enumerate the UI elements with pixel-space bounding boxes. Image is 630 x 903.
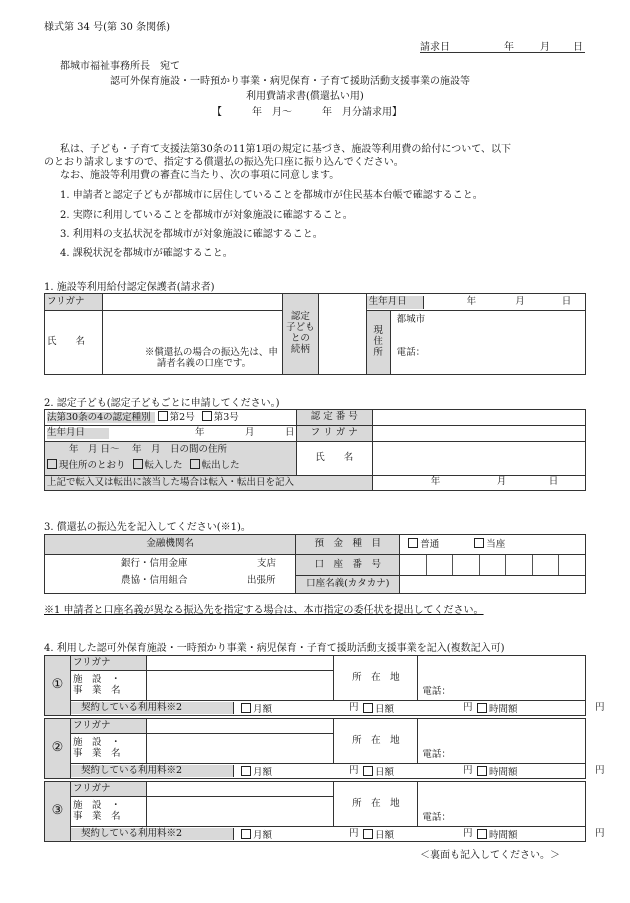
- guardian-dob-label: 生年月日: [367, 296, 424, 309]
- title-line-1: 認可外保育施設・一時預かり事業・病児保育・子育て援助活動支援事業の施設等: [110, 76, 470, 87]
- bank-header: 金融機関名: [45, 535, 296, 555]
- facility-location-input[interactable]: [418, 656, 586, 701]
- section3-heading: 3. 償還払の振込先を記入してください(※1)。: [44, 522, 251, 533]
- cert-number-input[interactable]: [372, 410, 585, 426]
- intro-line-3: なお、施設等利用費の審査に当たり、次の事項に同意します。: [60, 170, 340, 181]
- facility-marker: ①: [45, 656, 71, 716]
- facility-furigana-label: フリガナ: [70, 719, 146, 734]
- child-dob-day: 日: [285, 427, 295, 439]
- branch-type-2: 出張所: [247, 575, 276, 586]
- intro-line-2: のとおり請求しますので、指定する償還払の振込先口座に振り込んでください。: [44, 157, 404, 168]
- monthly-yen: 円: [348, 765, 359, 776]
- fee-label: 契約している利用料※2: [71, 702, 234, 715]
- child-name-input[interactable]: [372, 442, 585, 476]
- residence-period-cell: [45, 442, 297, 476]
- facility-name-label: 施 設 ・ 事 業 名: [70, 797, 146, 827]
- hourly-checkbox[interactable]: 時間額: [477, 703, 518, 716]
- moved-in-checkbox[interactable]: 転入した: [133, 460, 183, 471]
- guardian-dob-year: 年: [466, 295, 477, 307]
- request-date-line: [420, 38, 585, 53]
- guardian-dob-day: 日: [561, 295, 572, 307]
- hourly-checkbox[interactable]: 時間額: [477, 829, 518, 842]
- current-account-checkbox[interactable]: 当座: [474, 539, 505, 550]
- address-city: 都城市: [396, 314, 426, 326]
- account-note-1: ※償還払の場合の振込先は、申: [144, 347, 278, 359]
- address-label: 現 住 所: [366, 311, 390, 375]
- branch-type-1: 支店: [257, 558, 277, 569]
- cert-kind-label: 法第30条の4の認定種別: [47, 412, 155, 423]
- cert-kind-cell: [45, 410, 297, 426]
- facility-furigana-input[interactable]: [146, 782, 334, 797]
- consent-item: 4. 課税状況を都城市が確認すること。: [60, 248, 233, 259]
- guardian-name-label: 氏 名: [45, 311, 103, 375]
- facility-furigana-input[interactable]: [146, 656, 334, 671]
- facility-location-label: 所 在 地: [334, 719, 418, 764]
- request-date-day: 日: [573, 42, 583, 53]
- title-line-2: 利用費請求書(償還払い用): [246, 91, 364, 102]
- guardian-dob-month: 月: [515, 295, 525, 307]
- account-name-note: ※1 申請者と口座名義が異なる振込先を指定する場合は、本市指定の委任状を提出してください。: [44, 605, 484, 616]
- consent-item: 1. 申請者と認定子どもが都城市に居住していることを都城市が住民基本台帳で確認すること。: [60, 190, 483, 201]
- facility-name-input[interactable]: [146, 671, 334, 701]
- residence-period-label: 年 月 日～ 年 月 日の間の住所: [69, 444, 228, 456]
- facility-table: [44, 781, 605, 842]
- bank-name-input[interactable]: [45, 555, 296, 594]
- monthly-checkbox[interactable]: 月額: [241, 766, 272, 779]
- moved-out-checkbox[interactable]: 転出した: [190, 460, 240, 471]
- address-tel: 電話：: [396, 347, 426, 359]
- current-address-checkbox[interactable]: 現住所のとおり: [47, 460, 126, 471]
- monthly-checkbox[interactable]: 月額: [241, 829, 272, 842]
- facility-name-input[interactable]: [146, 734, 334, 764]
- fee-row: [70, 764, 605, 779]
- child-dob-year: 年: [195, 427, 205, 439]
- guardian-furigana-label: フリガナ: [45, 294, 103, 311]
- hourly-yen: 円: [594, 765, 605, 776]
- monthly-yen: 円: [348, 702, 359, 713]
- facility-tel: 電話：: [422, 812, 451, 824]
- hourly-yen: 円: [594, 828, 605, 839]
- guardian-table: [44, 293, 586, 375]
- daily-yen: 円: [462, 828, 473, 839]
- child-name-label: 氏 名: [296, 442, 372, 476]
- relation-label: 認定 子ども との 続柄: [282, 294, 318, 375]
- facility-table: [44, 718, 605, 779]
- facility-name-label: 施 設 ・ 事 業 名: [70, 671, 146, 701]
- account-number-input[interactable]: [400, 555, 586, 576]
- child-furigana-label: フ リ ガ ナ: [296, 426, 372, 442]
- section2-heading: 2. 認定子ども(認定子どもごとに申請してください。): [44, 398, 280, 409]
- bank-table: [44, 534, 586, 594]
- daily-checkbox[interactable]: 日額: [363, 703, 394, 716]
- facility-tel: 電話：: [422, 749, 451, 761]
- child-furigana-input[interactable]: [372, 426, 585, 442]
- child-dob-label: 生年月日: [47, 428, 109, 439]
- account-name-input[interactable]: [400, 576, 586, 594]
- facility-location-label: 所 在 地: [334, 782, 418, 827]
- child-dob-cell: [45, 426, 297, 442]
- section1-heading: 1. 施設等利用給付認定保護者(請求者): [44, 282, 215, 293]
- monthly-yen: 円: [348, 828, 359, 839]
- title-line-3: 【 年 月～ 年 月分請求用】: [212, 107, 402, 118]
- moving-year: 年: [430, 476, 441, 487]
- consent-item: 3. 利用料の支払状況を都城市が対象施設に確認すること。: [60, 229, 323, 240]
- monthly-checkbox[interactable]: 月額: [241, 703, 272, 716]
- intro-line-1: 私は、子ども・子育て支援法第30条の11第1項の規定に基づき、施設等利用費の給付について、以下: [60, 144, 512, 155]
- consent-item: 2. 実際に利用していることを都城市が対象施設に確認すること。: [60, 210, 353, 221]
- facility-furigana-label: フリガナ: [70, 782, 146, 797]
- facility-name-label: 施 設 ・ 事 業 名: [70, 734, 146, 764]
- bank-type-1: 銀行・信用金庫: [121, 558, 188, 569]
- account-number-label: 口 座 番 号: [296, 555, 400, 576]
- guardian-name-input[interactable]: [102, 311, 282, 375]
- facility-location-label: 所 在 地: [334, 656, 418, 701]
- cert-number-label: 認 定 番 号: [296, 410, 372, 426]
- daily-yen: 円: [462, 702, 473, 713]
- fee-row: [70, 827, 605, 842]
- request-date-year: 年: [504, 42, 514, 53]
- facility-name-input[interactable]: [146, 797, 334, 827]
- facility-table: [44, 655, 605, 716]
- deposit-type-options: [400, 535, 586, 555]
- back-side-note: ＜裏面も記入してください。＞: [420, 850, 560, 861]
- moving-date-input[interactable]: [372, 476, 585, 491]
- deposit-type-label: 預 金 種 目: [296, 535, 400, 555]
- facility-marker: ③: [45, 782, 71, 842]
- form-number: 様式第 34 号(第 30 条関係): [44, 22, 170, 33]
- facility-furigana-label: フリガナ: [70, 656, 146, 671]
- child-dob-month: 月: [245, 427, 255, 439]
- hourly-yen: 円: [594, 702, 605, 713]
- facility-furigana-input[interactable]: [146, 719, 334, 734]
- guardian-furigana-input[interactable]: [102, 294, 282, 311]
- kind-2-checkbox[interactable]: 第2号: [158, 412, 195, 423]
- section4-heading: 4. 利用した認可外保育施設・一時預かり事業・病児保育・子育て援助活動支援事業を記入(複数記入可): [44, 643, 505, 654]
- moving-note: 上記で転入又は転出に該当した場合は転入・転出日を記入: [45, 476, 373, 491]
- account-name-label: 口座名義(カタカナ): [296, 576, 400, 594]
- kind-3-checkbox[interactable]: 第3号: [202, 412, 239, 423]
- facility-location-input[interactable]: [418, 719, 586, 764]
- account-note-2: 請者名義の口座です。: [156, 358, 252, 370]
- moving-day: 日: [548, 476, 559, 487]
- facility-tel: 電話：: [422, 686, 451, 698]
- fee-label: 契約している利用料※2: [71, 765, 234, 778]
- bank-type-2: 農協・信用組合: [121, 575, 188, 586]
- fee-row: [70, 701, 605, 716]
- daily-yen: 円: [462, 765, 473, 776]
- request-date-month: 月: [540, 42, 550, 53]
- moving-month: 月: [496, 476, 507, 487]
- addressee: 都城市福祉事務所長 宛て: [60, 61, 180, 72]
- child-table: [44, 409, 586, 491]
- facility-marker: ②: [45, 719, 71, 779]
- fee-label: 契約している利用料※2: [71, 828, 234, 841]
- request-date-label: 請求日: [420, 42, 450, 53]
- daily-checkbox[interactable]: 日額: [363, 766, 394, 779]
- ordinary-checkbox[interactable]: 普通: [408, 539, 439, 550]
- address-input[interactable]: [390, 311, 585, 375]
- hourly-checkbox[interactable]: 時間額: [477, 766, 518, 779]
- daily-checkbox[interactable]: 日額: [363, 829, 394, 842]
- relation-input[interactable]: [318, 294, 366, 375]
- facility-location-input[interactable]: [418, 782, 586, 827]
